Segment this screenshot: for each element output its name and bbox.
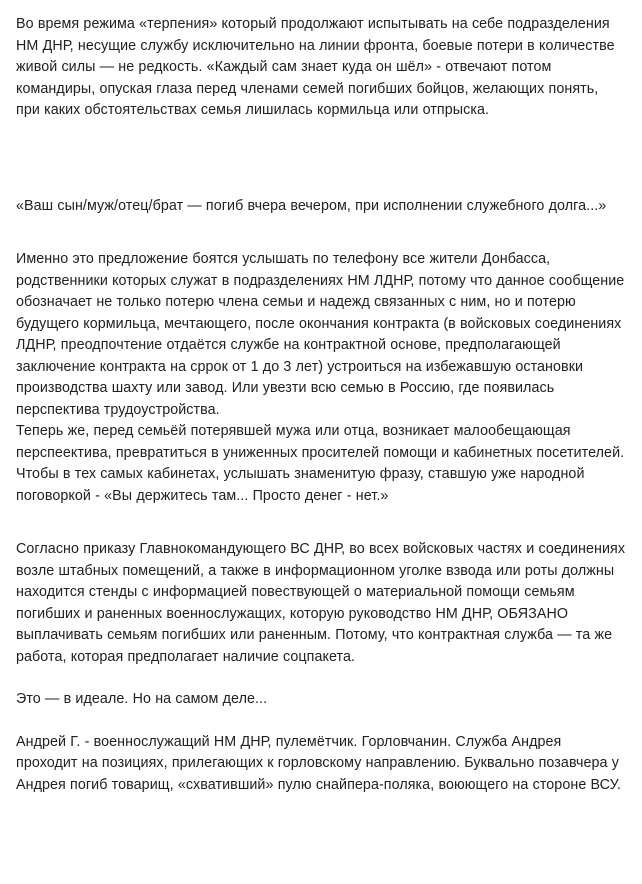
paragraph-block-4 <box>16 421 626 507</box>
paragraph-block-1 <box>16 14 626 122</box>
section-spacer <box>16 217 626 249</box>
section-spacer <box>16 711 626 732</box>
paragraph-block-5 <box>16 539 626 668</box>
paragraph-block-3 <box>16 249 626 421</box>
section-spacer <box>16 122 626 196</box>
article-paragraph: Андрей Г. - военнослужащий НМ ДНР, пулемётчик. Горловчанин. Служба Андрея проходит на позициях, прилегающих к горловскому направлению. Буквально позавчера у Андрея погиб товарищ, «схвативший» пулю снайпера-поляка, воюющего на стороне ВСУ. <box>16 733 621 793</box>
article-paragraph: Согласно приказу Главнокомандующего ВС ДНР, во всех войсковых частях и соединениях возле штабных помещений, а также в информационном уголке взвода или роты должны находится стенды с информацией повествующей о материальной помощи семьям погибших и раненных военнослужащих, которую руководство НМ ДНР, ОБЯЗАНО выплачивать семьям погибших или раненным. Потому, что контрактная служба — та же работа, которая предполагает наличие соцпакета. <box>16 541 626 665</box>
article-paragraph: Это — в идеале. Но на самом деле... <box>16 691 268 707</box>
paragraph-block-6 <box>16 689 626 711</box>
section-spacer <box>16 668 626 689</box>
paragraph-block-7 <box>16 732 626 797</box>
article-paragraph: Теперь же, перед семьёй потерявшей мужа или отца, возникает малообещающая перспеектива, превратиться в униженных просителей помощи и кабинетных посетителей. Чтобы в тех самых кабинетах, услышать знаменитую фразу, ставшую уже народной поговоркой - «Вы держитесь там... Просто денег - нет.» <box>16 423 625 504</box>
section-spacer <box>16 507 626 539</box>
article-paragraph: Во время режима «терпения» который продолжают испытывать на себе подразделения НМ ДНР, несущие службу исключительно на линии фронта, боевые потери в количестве живой силы — не редкость. «Каждый сам знает куда он шёл» - отвечают потом командиры, опуская глаза перед членами семей погибших бойцов, желающих понять, при каких обстоятельствах семья лишилась кормильца или отпрыска. <box>16 16 615 118</box>
paragraph-block-2 <box>16 196 626 218</box>
article-paragraph: Именно это предложение боятся услышать по телефону все жители Донбасса, родственники которых служат в подразделениях НМ ЛДНР, потому что данное сообщение обозначает не только потерю члена семьи и надежд связанных с ним, но и потерю будущего кормильца, мечтающего, после окончания контракта (в войсковых соединениях ЛДНР, преодпочтение отдаётся службе на контрактной основе, предполагающей заключение контракта на сррок от 1 до 3 лет) устроиться на избежавшую остановки производства шахту или завод. Или увезти всю семью в Россию, где появилась перспектива трудоустройства. <box>16 251 625 418</box>
article-paragraph: «Ваш сын/муж/отец/брат — погиб вчера вечером, при исполнении служебного долга...» <box>16 197 607 214</box>
